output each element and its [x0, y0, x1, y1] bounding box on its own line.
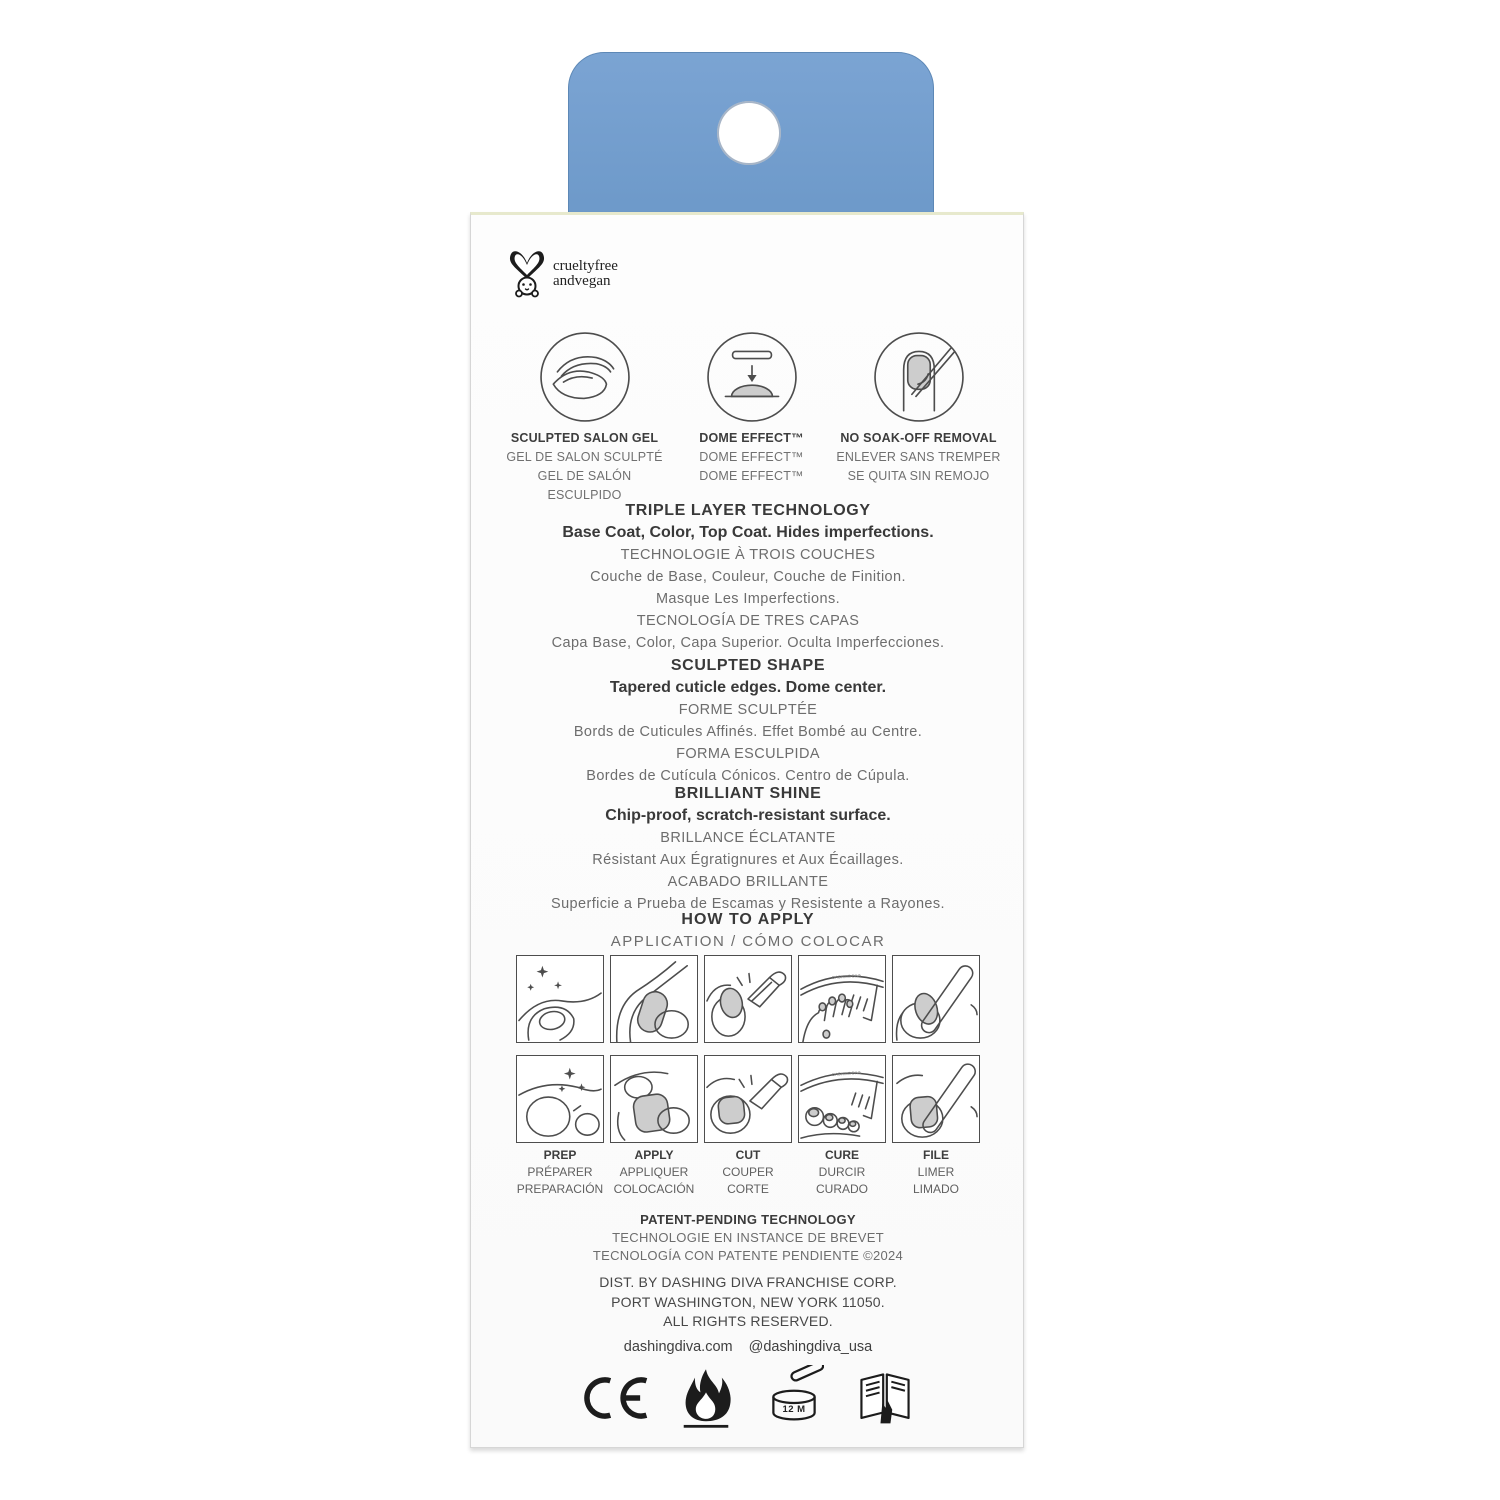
- step-file-toe-cell: [892, 1055, 980, 1143]
- section-line: Bordes de Cutícula Cónicos. Centro de Cúpula.: [586, 768, 910, 784]
- step-label-es: CURADO: [815, 1182, 868, 1196]
- dome-effect-icon: [706, 331, 798, 423]
- section-line: BRILLANCE ÉCLATANTE: [660, 830, 836, 846]
- section-line: Couche de Base, Couleur, Couche de Finition.: [590, 569, 906, 585]
- step-cure-hand-cell: [798, 955, 886, 1043]
- regulatory-symbols-row: [471, 1365, 1025, 1430]
- step-apply-hand-cell: [610, 955, 698, 1043]
- website-line: [471, 1339, 1025, 1355]
- distributor-block: [471, 1273, 1025, 1332]
- step-file-hand-cell: [892, 955, 980, 1043]
- lamp-brand-label: DASHING DIVA: [832, 972, 862, 980]
- how-to-apply-hand-row: [516, 955, 980, 1043]
- prep-toe-illustration: [517, 1056, 603, 1142]
- feature-row: [501, 331, 1002, 505]
- distributor-line: DIST. BY DASHING DIVA FRANCHISE CORP.: [599, 1274, 897, 1290]
- step-label-fr: COUPER: [722, 1165, 774, 1179]
- section-line: FORME SCULPTÉE: [678, 702, 818, 718]
- how-to-apply-title: HOW TO APPLY: [681, 911, 815, 928]
- step-label-fr: APPLIQUER: [619, 1165, 689, 1179]
- step-label-en: CUT: [735, 1148, 761, 1162]
- step-label-apply: [610, 1147, 698, 1198]
- section-subtitle: Tapered cuticle edges. Dome center.: [609, 679, 887, 696]
- step-label-prep: [516, 1147, 604, 1198]
- step-label-fr: LIMER: [917, 1165, 955, 1179]
- step-cut-hand-cell: [704, 955, 792, 1043]
- website-url: dashingdiva.com: [623, 1339, 733, 1355]
- section-triple-layer: [471, 500, 1025, 654]
- step-label-file: [892, 1147, 980, 1198]
- step-cut-toe-cell: [704, 1055, 792, 1143]
- step-cure-toe-cell: [798, 1055, 886, 1143]
- step-label-en: APPLY: [634, 1148, 674, 1162]
- cruelty-free-text: crueltyfree: [553, 258, 618, 274]
- section-title: TRIPLE LAYER TECHNOLOGY: [625, 502, 871, 519]
- social-handle: @dashingdiva_usa: [748, 1339, 873, 1355]
- section-line: Masque Les Imperfections.: [655, 591, 841, 607]
- step-label-fr: DURCIR: [818, 1165, 866, 1179]
- feature-caption-fr: GEL DE SALON SCULPTÉ: [506, 450, 663, 464]
- file-hand-illustration: [893, 956, 979, 1042]
- distributor-line: PORT WASHINGTON, NEW YORK 11050.: [611, 1293, 885, 1310]
- sculpted-salon-gel-icon: [539, 331, 631, 423]
- how-to-apply-subtitle: APPLICATION / CÓMO COLOCAR: [610, 933, 886, 950]
- section-subtitle: Chip-proof, scratch-resistant surface.: [605, 807, 891, 824]
- step-label-es: PREPARACIÓN: [516, 1182, 604, 1196]
- step-label-es: COLOCACIÓN: [613, 1182, 695, 1196]
- step-prep-toe-cell: [516, 1055, 604, 1143]
- patent-title: PATENT-PENDING TECHNOLOGY: [640, 1212, 856, 1227]
- section-brilliant-shine: [471, 783, 1025, 915]
- section-line: Résistant Aux Égratignures et Aux Écaillages.: [592, 852, 904, 868]
- hang-hole: [717, 101, 781, 165]
- feature-caption-es: GEL DE SALÓN ESCULPIDO: [537, 469, 632, 502]
- cruelty-free-vegan-badge: [505, 249, 618, 299]
- patent-line-es: TECNOLOGÍA CON PATENTE PENDIENTE ©2024: [592, 1248, 904, 1263]
- ce-mark-icon: [582, 1373, 648, 1423]
- period-after-opening-value: 12 M: [782, 1404, 806, 1415]
- section-line: TECHNOLOGIE À TROIS COUCHES: [620, 547, 876, 563]
- feature-sculpted-salon-gel: [501, 331, 668, 505]
- step-prep-hand-cell: [516, 955, 604, 1043]
- step-labels-row: [516, 1147, 980, 1198]
- section-line: Superficie a Prueba de Escamas y Resistente a Rayones.: [551, 896, 945, 912]
- feature-no-soak-off: [835, 331, 1002, 505]
- step-label-en: CURE: [824, 1148, 859, 1162]
- open-jar-icon: [764, 1365, 824, 1425]
- section-title: SCULPTED SHAPE: [670, 657, 826, 674]
- section-sculpted-shape: [471, 655, 1025, 787]
- step-label-es: LIMADO: [912, 1182, 959, 1196]
- hang-tab: [568, 52, 934, 218]
- how-to-apply-header: [471, 909, 1025, 953]
- section-line: Bords de Cuticules Affinés. Effet Bombé au Centre.: [573, 724, 923, 740]
- file-toe-illustration: [893, 1056, 979, 1142]
- prep-hand-illustration: [517, 956, 603, 1042]
- apply-hand-illustration: [611, 956, 697, 1042]
- lamp-brand-label: DASHING DIVA: [832, 1069, 862, 1077]
- how-to-apply-toe-row: [516, 1055, 980, 1143]
- feature-caption: NO SOAK-OFF REMOVAL: [840, 431, 997, 445]
- section-title: BRILLIANT SHINE: [674, 785, 822, 802]
- step-label-en: FILE: [923, 1148, 949, 1162]
- patent-line-fr: TECHNOLOGIE EN INSTANCE DE BREVET: [612, 1230, 884, 1245]
- package-back-panel: [470, 212, 1024, 1448]
- cut-toe-illustration: [705, 1056, 791, 1142]
- distributor-line: ALL RIGHTS RESERVED.: [663, 1313, 833, 1329]
- step-label-cure: [798, 1147, 886, 1198]
- feature-caption-es: DOME EFFECT™: [699, 469, 804, 483]
- no-soak-off-removal-icon: [873, 331, 965, 423]
- period-after-opening-symbol: [764, 1365, 824, 1430]
- apply-toe-illustration: [611, 1056, 697, 1142]
- feature-caption: DOME EFFECT™: [699, 431, 804, 445]
- section-line: TECNOLOGÍA DE TRES CAPAS: [636, 613, 860, 629]
- feature-caption-fr: ENLEVER SANS TREMPER: [836, 450, 1001, 464]
- section-line: FORMA ESCULPIDA: [676, 746, 820, 762]
- vegan-text: andvegan: [553, 273, 611, 289]
- cut-hand-illustration: [705, 956, 791, 1042]
- feature-caption-fr: DOME EFFECT™: [699, 450, 804, 464]
- step-label-cut: [704, 1147, 792, 1198]
- cure-toe-illustration: [799, 1056, 885, 1142]
- flammable-icon: [680, 1367, 732, 1429]
- patent-block: [471, 1211, 1025, 1265]
- step-apply-toe-cell: [610, 1055, 698, 1143]
- section-line: Capa Base, Color, Capa Superior. Oculta Imperfecciones.: [551, 635, 945, 651]
- feature-caption-es: SE QUITA SIN REMOJO: [847, 469, 990, 483]
- step-label-es: CORTE: [727, 1182, 769, 1196]
- cure-hand-illustration: [799, 956, 885, 1042]
- section-line: ACABADO BRILLANTE: [667, 874, 829, 890]
- section-subtitle: Base Coat, Color, Top Coat. Hides imperfections.: [562, 524, 934, 541]
- bunny-icon: [505, 249, 549, 299]
- read-leaflet-icon: [856, 1370, 914, 1426]
- feature-caption: SCULPTED SALON GEL: [510, 431, 659, 445]
- feature-dome-effect: [668, 331, 835, 505]
- step-label-en: PREP: [543, 1148, 577, 1162]
- step-label-fr: PRÉPARER: [527, 1165, 593, 1179]
